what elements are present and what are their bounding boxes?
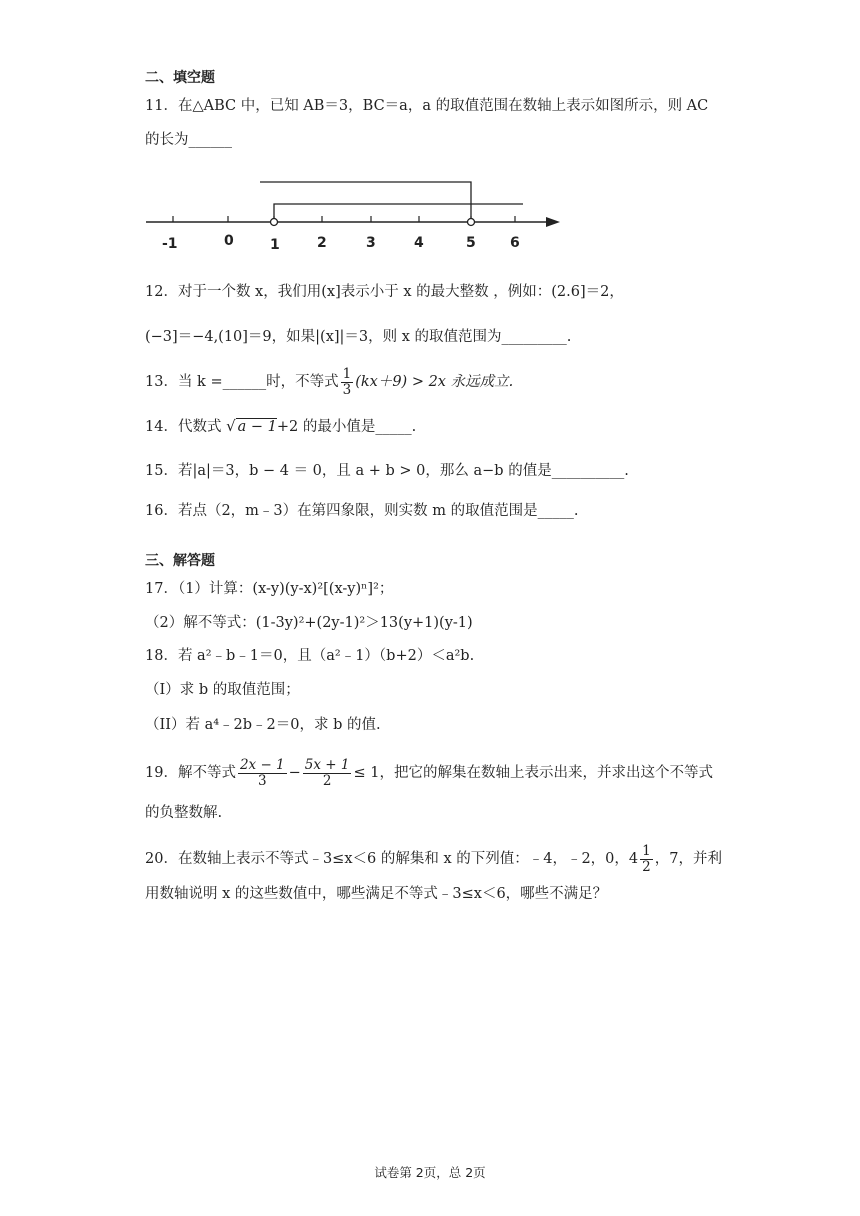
page-footer: 试卷第 2页，总 2页 bbox=[374, 1165, 486, 1180]
question-17-part-1: 17．（1）计算：(x-y)(y-x)²[(x-y)ⁿ]²； bbox=[145, 581, 394, 597]
fraction-one-third: $\frac{1}{3}$ bbox=[342, 365, 352, 398]
tick-label-4: 4 bbox=[414, 235, 424, 251]
question-14: 14．代数式 √ a − 1+2 的最小值是_____. bbox=[145, 417, 417, 435]
question-20-prefix: 20．在数轴上表示不等式﹣3≤x＜6 的解集和 x 的下列值：﹣4，﹣2，0，4 bbox=[145, 851, 639, 867]
question-17-part-2: （2）解不等式：(1-3y)²+(2y-1)²＞13(y+1)(y-1) bbox=[145, 615, 473, 631]
tick-label-0: 0 bbox=[224, 233, 234, 249]
question-19-line-2: 的负整数解. bbox=[145, 805, 223, 821]
tick-label-neg1: -1 bbox=[162, 236, 178, 252]
number-line-figure bbox=[140, 170, 570, 260]
tick-label-3: 3 bbox=[366, 235, 376, 251]
fraction-2x-minus-1-over-3: $\frac{2x - 1}{3}$ bbox=[239, 756, 285, 789]
question-14-suffix: +2 的最小值是_____. bbox=[276, 419, 417, 435]
sqrt-expression: a − 1 bbox=[237, 419, 277, 435]
question-13 bbox=[145, 366, 513, 398]
question-14-prefix: 14．代数式 bbox=[145, 419, 222, 435]
tick-marks bbox=[173, 216, 515, 222]
question-13-suffix: (kx＋9) > 2x 永远成立. bbox=[355, 374, 514, 390]
question-15: 15．若|a|＝3，b − 4 ＝ 0，且 a + b > 0，那么 a−b 的值是__________. bbox=[145, 463, 629, 479]
question-11-line-2: 的长为______ bbox=[145, 132, 232, 148]
number-line-arrow bbox=[546, 217, 560, 227]
question-19-line-1: 19．解不等式 $\frac{2x - 1}{3}$ − $\frac{5x + 1}{2}$ ≤ 1，把它的解集在数轴上表示出来，并求出这个不等式 bbox=[145, 756, 713, 789]
question-12-line-2: (−3]＝−4,(10]＝9，如果|(x]|＝3，则 x 的取值范围为_________. bbox=[145, 329, 572, 345]
question-19-suffix: ≤ 1，把它的解集在数轴上表示出来，并求出这个不等式 bbox=[353, 765, 713, 781]
question-12-line-1: 12．对于一个数 x，我们用(x]表示小于 x 的最大整数 ，例如：(2.6]＝2， bbox=[145, 284, 624, 300]
mixed-fraction-one-half: $\frac{1}{2}$ bbox=[642, 842, 651, 875]
question-18-stem: 18．若 a²﹣b﹣1＝0，且（a²﹣1）（b+2）＜a²b. bbox=[145, 648, 475, 664]
question-19-prefix: 19．解不等式 bbox=[145, 765, 236, 781]
question-20-line-1 bbox=[145, 842, 722, 876]
question-20-line-2: 用数轴说明 x 的这些数值中，哪些满足不等式﹣3≤x＜6，哪些不满足？ bbox=[145, 886, 608, 902]
question-20-suffix: ，7，并利 bbox=[654, 851, 722, 867]
tick-label-6: 6 bbox=[510, 235, 520, 251]
section-heading-solve: 三、解答题 bbox=[145, 553, 215, 569]
question-13-prefix: 13．当 k =______时，不等式 bbox=[145, 374, 339, 390]
range-line-greater-than-1 bbox=[274, 204, 523, 218]
tick-label-2: 2 bbox=[317, 235, 327, 251]
open-circle-at-1 bbox=[271, 219, 278, 226]
section-heading-fill-blank: 二、填空题 bbox=[145, 70, 215, 86]
question-18-part-2: （II）若 a⁴﹣2b﹣2＝0，求 b 的值. bbox=[145, 717, 381, 733]
question-16: 16．若点（2，m﹣3）在第四象限，则实数 m 的取值范围是_____. bbox=[145, 503, 579, 519]
tick-label-1: 1 bbox=[270, 237, 280, 253]
open-circle-at-5 bbox=[468, 219, 475, 226]
tick-label-5: 5 bbox=[466, 235, 476, 251]
question-11-line-1: 11．在△ABC 中，已知 AB＝3，BC＝a，a 的取值范围在数轴上表示如图所示，则 AC bbox=[145, 98, 709, 114]
fraction-5x-plus-1-over-2: $\frac{5x + 1}{2}$ bbox=[304, 756, 350, 789]
range-line-less-than-5 bbox=[260, 182, 471, 218]
question-18-part-1: （I）求 b 的取值范围； bbox=[145, 682, 300, 698]
